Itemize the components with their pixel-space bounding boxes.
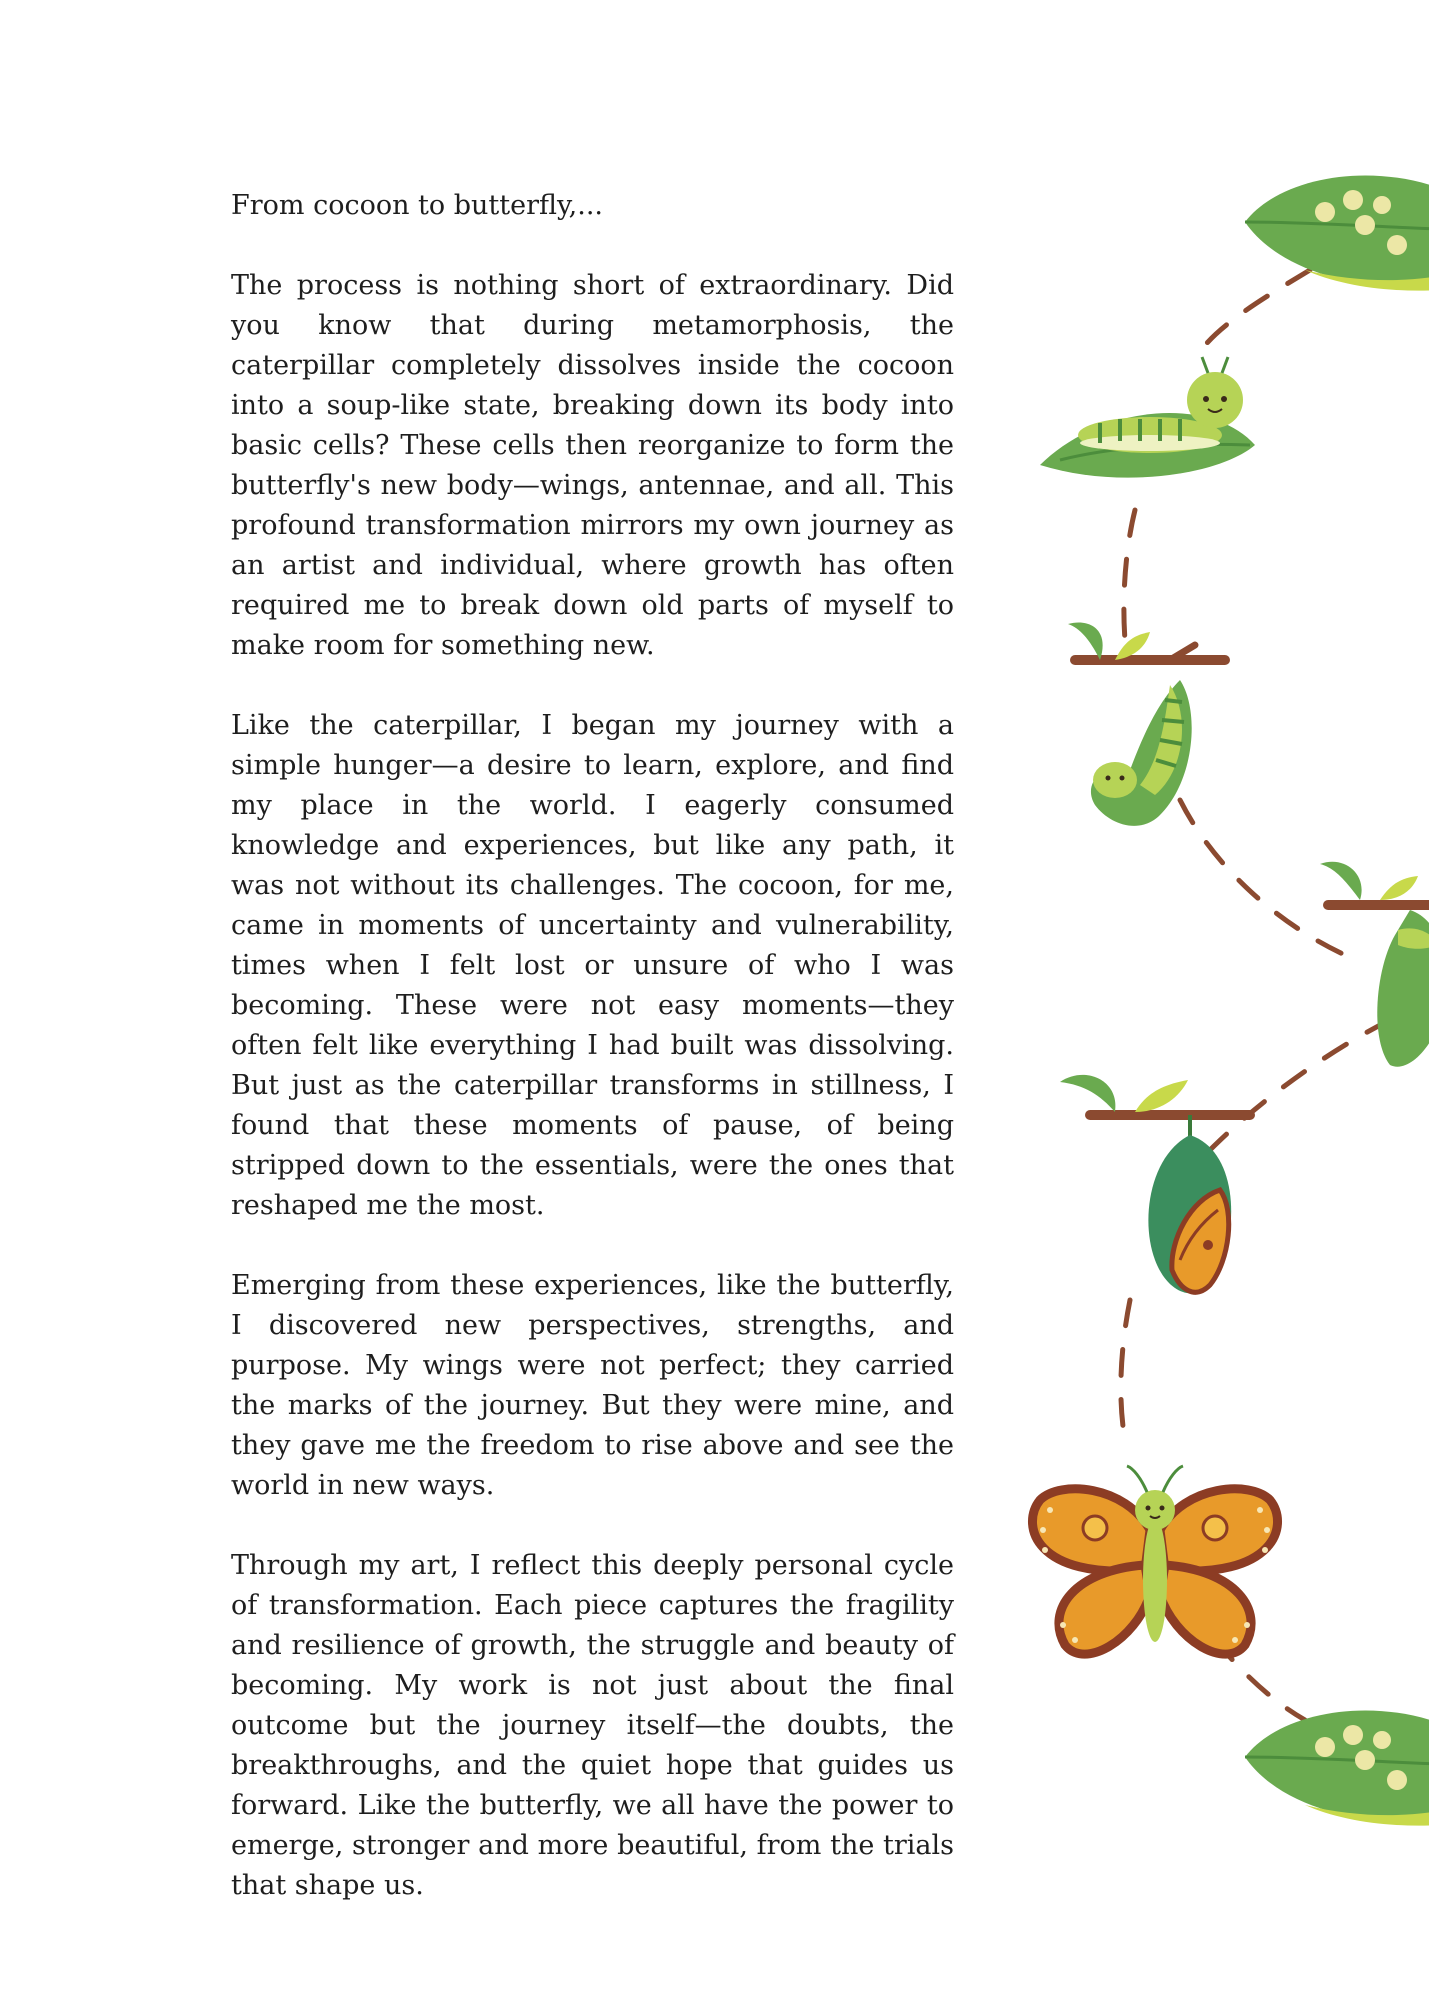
caterpillar-on-leaf-icon (1040, 357, 1255, 478)
intro-line: From cocoon to butterfly,... (231, 190, 604, 221)
paragraph-1: The process is nothing short of extraordinary. Did you know that during metamorphosis, the caterpillar completely dissolves inside the cocoon into a soup-like state, breaking down its body into basic cells? These cells then reorganize to form the butterfly's new body—wings, antennae, and all. This profound transformation mirrors my own journey as an artist and individual, where growth has often required me to break down old parts of myself to make room for something new. (231, 270, 954, 661)
chrysalis-with-wing-icon (1060, 1075, 1250, 1293)
butterfly-icon (1032, 1466, 1277, 1654)
chrysalis-icon (1320, 862, 1429, 1067)
leaf-with-eggs-icon (1245, 175, 1429, 290)
paragraph-4: Through my art, I reflect this deeply personal cycle of transformation. Each piece captures the fragility and resilience of growth, the struggle and beauty of becoming. My work is not just about the final outcome but the journey itself—the doubts, the breakthroughs, and the quiet hope that guides us forward. Like the butterfly, we all have the power to emerge, stronger and more beautiful, from the trials that shape us. (231, 1550, 954, 1901)
hanging-caterpillar-icon (1068, 623, 1225, 826)
paragraph-3: Emerging from these experiences, like the butterfly, I discovered new perspectives, strengths, and purpose. My wings were not perfect; they carried the marks of the journey. But they were mine, and they gave me the freedom to rise above and see the world in new ways. (231, 1270, 954, 1501)
leaf-with-eggs-icon (1245, 1710, 1429, 1825)
paragraph-2: Like the caterpillar, I began my journey with a simple hunger—a desire to learn, explore, and find my place in the world. I eagerly consumed knowledge and experiences, but like any path, it was not without its challenges. The cocoon, for me, came in moments of uncertainty and vulnerability, times when I felt lost or unsure of who I was becoming. These were not easy moments—they often felt like everything I had built was dissolving. But just as the caterpillar transforms in stillness, I found that these moments of pause, of being stripped down to the essentials, were the ones that reshaped me the most. (231, 710, 954, 1221)
